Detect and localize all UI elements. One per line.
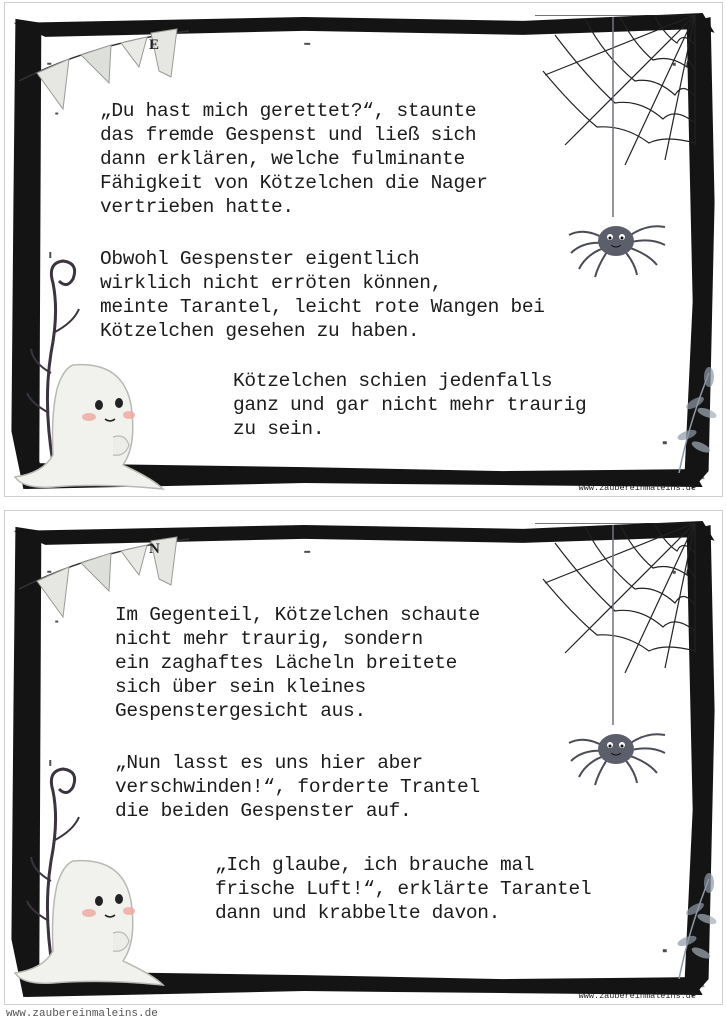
leaf-branch-icon: [669, 363, 723, 473]
story-paragraph-2: Obwohl Gespenster eigentlich wirklich nicht erröten können, meinte Tarantel, leicht rote Wangen bei Kötzelchen gesehen zu haben.: [100, 248, 545, 342]
leaf-branch-icon: [669, 869, 723, 979]
story-paragraph-2: „Nun lasst es uns hier aber verschwinden!“, forderte Trantel die beiden Gespenster auf.: [115, 752, 480, 822]
card-letter: N: [149, 541, 160, 557]
footer-url[interactable]: www.zaubereinmaleins.de: [6, 1008, 158, 1020]
card-url: www.zaubereinmaleins.de: [578, 483, 696, 493]
spider-icon: [565, 17, 675, 287]
card-letter: E: [149, 37, 160, 53]
story-paragraph-1: Im Gegenteil, Kötzelchen schaute nicht mehr traurig, sondern ein zaghaftes Lächeln breitete sich über sein kleines Gespenstergesicht aus.: [115, 604, 480, 722]
spider-icon: [565, 525, 675, 795]
bunting-flags-icon: [19, 21, 194, 111]
story-paragraph-3: „Ich glaube, ich brauche mal frische Luft!“, erklärte Tarantel dann und krabbelte davon.: [215, 854, 592, 924]
story-card-n: [4, 510, 723, 1005]
story-card-e: [4, 2, 723, 497]
ghost-icon: [13, 851, 173, 991]
ghost-icon: [13, 355, 173, 495]
card-url: www.zaubereinmaleins.de: [578, 991, 696, 1001]
story-paragraph-3: Kötzelchen schien jedenfalls ganz und gar nicht mehr traurig zu sein.: [233, 370, 587, 440]
story-paragraph-1: „Du hast mich gerettet?“, staunte das fremde Gespenst und ließ sich dann erklären, welche fulminante Fähigkeit von Kötzelchen die Nager vertrieben hatte.: [100, 100, 488, 218]
